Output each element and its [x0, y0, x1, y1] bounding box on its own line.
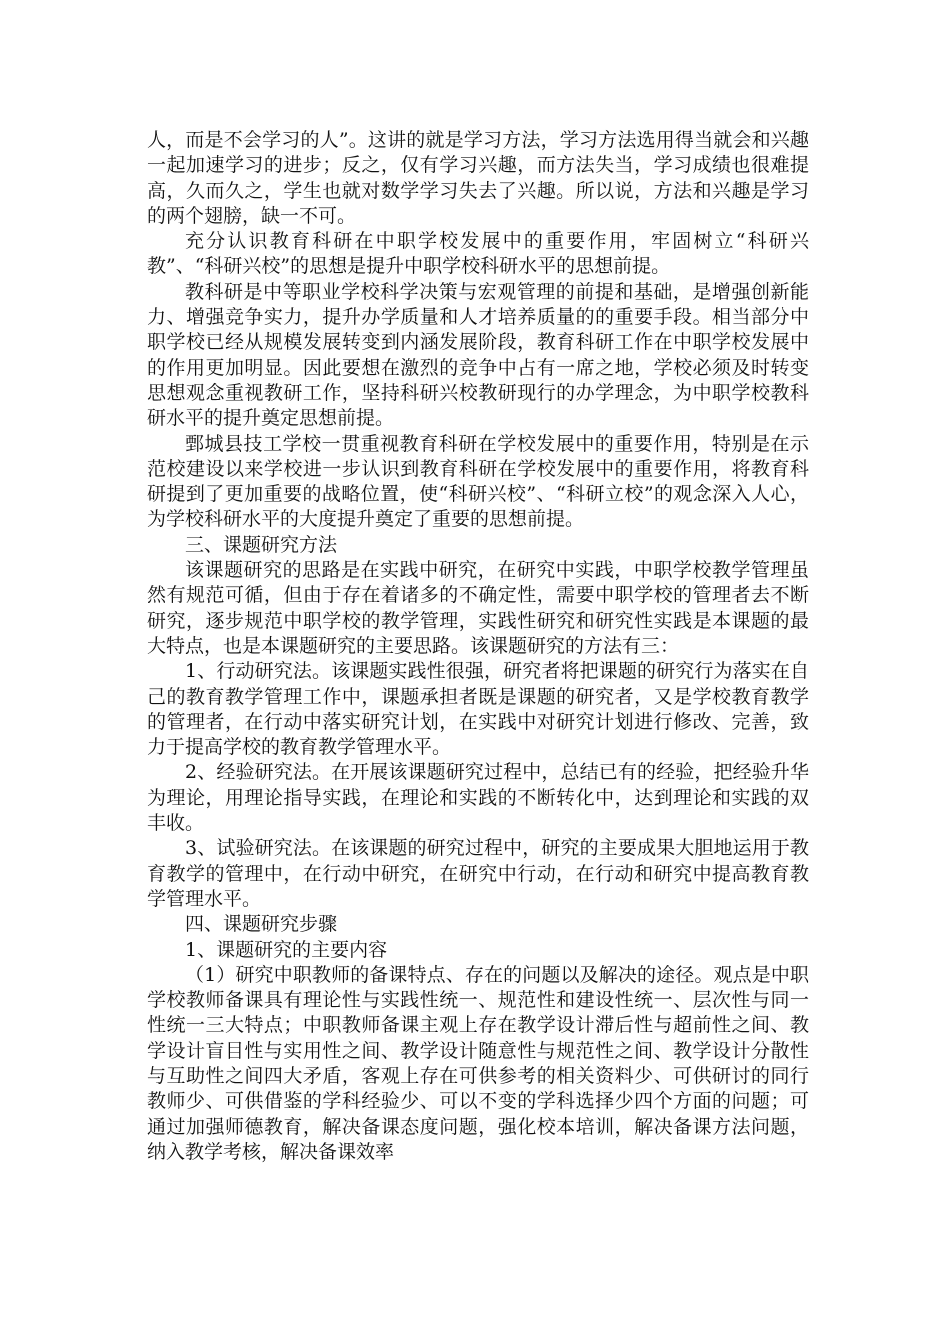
list-item-paragraph: 1、行动研究法。该课题实践性很强，研究者将把课题的研究行为落实在自己的教育教学管理工作中，课题承担者既是课题的研究者，又是学校教育教学的管理者，在行动中落实研究计划，在实践中对研究计划进行修改、完善，致力于提高学校的教育教学管理水平。	[147, 660, 809, 759]
paragraph: 该课题研究的思路是在实践中研究，在研究中实践，中职学校教学管理虽然有规范可循，但由于存在着诸多的不确定性，需要中职学校的管理者去不断研究，逐步规范中职学校的教学管理，实践性研究和研究性实践是本课题的最大特点，也是本课题研究的主要思路。该课题研究的方法有三：	[147, 559, 809, 657]
paragraph: （1）研究中职教师的备课特点、存在的问题以及解决的途径。观点是中职学校教师备课具有理论性与实践性统一、规范性和建设性统一、层次性与同一性统一三大特点；中职教师备课主观上存在教学设计滞后性与超前性之间、教学设计盲目性与实用性之间、教学设计随意性与规范性之间、教学设计分散性与互助性之间四大矛盾，客观上存在可供参考的相关资料少、可供研讨的同行教师少、可供借鉴的学科经验少、可以不变的学科选择少四个方面的问题；可通过加强师德教育，解决备课态度问题，强化校本培训，解决备课方法问题，纳入教学考核，解决备课效率	[147, 963, 809, 1163]
paragraph: 鄄城县技工学校一贯重视教育科研在学校发展中的重要作用，特别是在示范校建设以来学校进一步认识到教育科研在学校发展中的重要作用，将教育科研提到了更加重要的战略位置，使“科研兴校”、“科研立校”的观念深入人心，为学校科研水平的大度提升奠定了重要的思想前提。	[147, 432, 809, 531]
list-item-paragraph: 3、试验研究法。在该课题的研究过程中，研究的主要成果大胆地运用于教育教学的管理中，在行动中研究，在研究中行动，在行动和研究中提高教育教学管理水平。	[147, 837, 809, 910]
subsection-heading: 1、课题研究的主要内容	[185, 938, 388, 961]
section-heading: 三、课题研究方法	[185, 533, 338, 556]
paragraph: 充分认识教育科研在中职学校发展中的重要作用，牢固树立“科研兴教”、“科研兴校”的思想是提升中职学校科研水平的思想前提。	[147, 230, 809, 278]
paragraph: 教科研是中等职业学校科学决策与宏观管理的前提和基础，是增强创新能力、增强竞争实力，提升办学质量和人才培养质量的的重要手段。相当部分中职学校已经从规模发展转变到内涵发展阶段，教育科研工作在中职学校发展中的作用更加明显。因此要想在激烈的竞争中占有一席之地，学校必须及时转变思想观念重视教研工作，坚持科研兴校教研现行的办学理念，为中职学校教科研水平的提升奠定思想前提。	[147, 280, 809, 430]
list-item-paragraph: 2、经验研究法。在开展该课题研究过程中，总结已有的经验，把经验升华为理论，用理论指导实践，在理论和实践的不断转化中，达到理论和实践的双丰收。	[147, 761, 809, 835]
section-heading: 四、课题研究步骤	[185, 913, 338, 936]
paragraph-continuation: 人，而是不会学习的人”。这讲的就是学习方法，学习方法选用得当就会和兴趣一起加速学习的进步；反之，仅有学习兴趣，而方法失当，学习成绩也很难提高，久而久之，学生也就对数学学习失去了兴趣。所以说，方法和兴趣是学习的两个翅膀，缺一不可。	[147, 129, 809, 227]
document-body	[147, 128, 809, 1165]
